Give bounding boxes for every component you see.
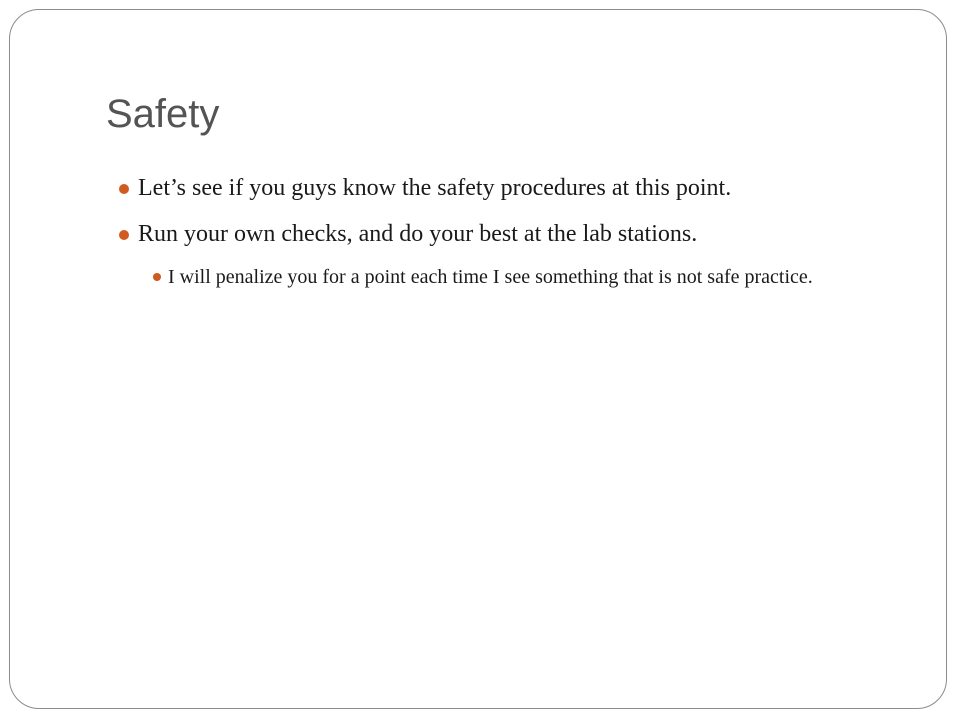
bullet-dot-icon [119,230,129,240]
bullet-item [110,216,910,252]
sub-bullet-dot-icon [153,273,161,281]
bullet-item [110,170,910,206]
bullet-list [110,170,910,292]
bullet-text: Run your own checks, and do your best at the lab stations. [138,221,698,247]
slide-frame [9,9,947,709]
bullet-dot-icon [119,184,129,194]
slide-title: Safety [106,92,220,136]
sub-bullet-text: I will penalize you for a point each time I see something that is not safe practice. [168,266,813,288]
sub-bullet-item [150,262,908,292]
bullet-text: Let’s see if you guys know the safety procedures at this point. [138,175,732,201]
